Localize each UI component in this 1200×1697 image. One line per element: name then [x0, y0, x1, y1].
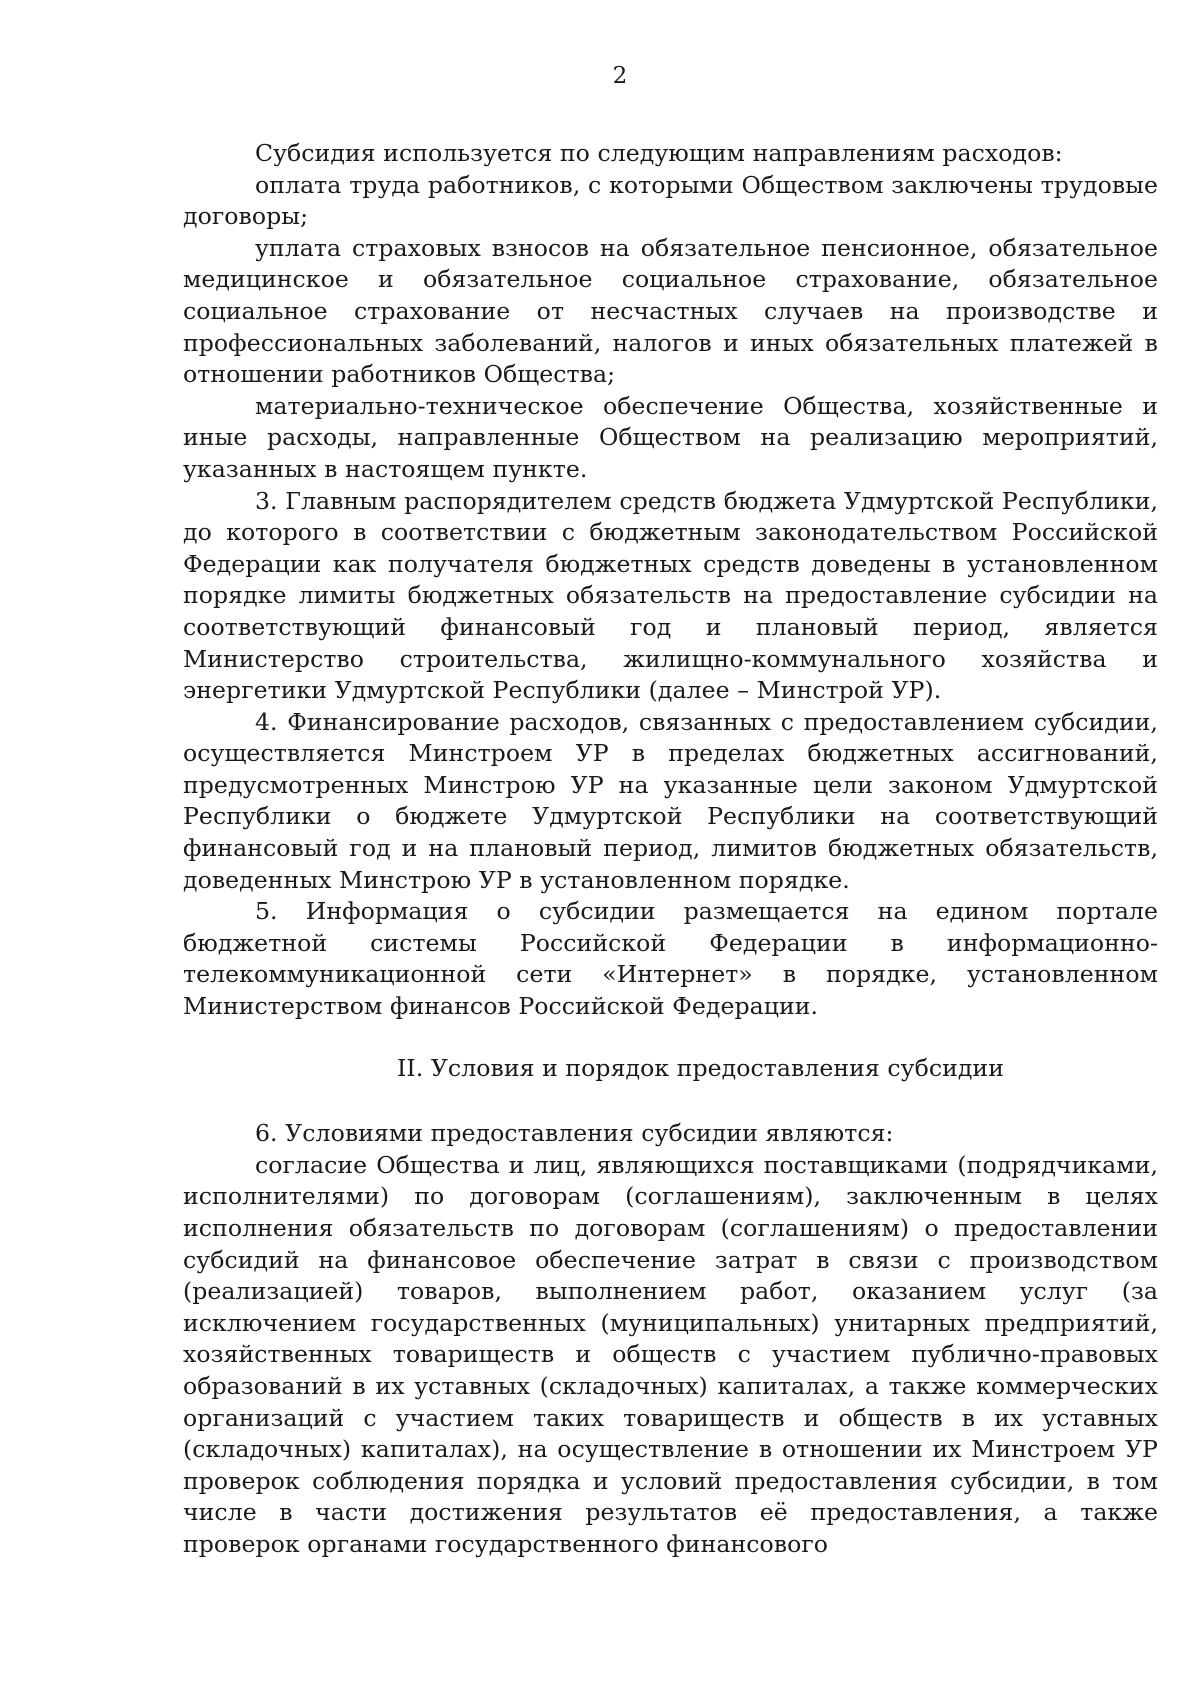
paragraph: 5. Информация о субсидии размещается на едином портале бюджетной системы Российской Федерации в информационно-телекоммуникационной сети «Интернет» в порядке, установленном Министерством финансов Российской Федерации. — [183, 897, 1158, 1021]
page-number: 2 — [612, 63, 628, 89]
document-body — [183, 138, 1158, 1561]
paragraph: согласие Общества и лиц, являющихся поставщиками (подрядчиками, исполнителями) по договорам (соглашениям), заключенным в целях исполнения обязательств по договорам (соглашениям) о предоставлении субсидий на финансовое обеспечение затрат в связи с производством (реализацией) товаров, выполнением работ, оказанием услуг (за исключением государственных (муниципальных) унитарных предприятий, хозяйственных товариществ и обществ с участием публично-правовых образований в их уставных (складочных) капиталах, а также коммерческих организаций с участием таких товариществ и обществ в их уставных (складочных) капиталах), на осуществление в отношении их Минстроем УР проверок соблюдения порядка и условий предоставления субсидии, в том числе в части достижения результатов её предоставления, а также проверок органами государственного финансового — [183, 1150, 1158, 1558]
paragraph: 4. Финансирование расходов, связанных с предоставлением субсидии, осуществляется Минстроем УР в пределах бюджетных ассигнований, предусмотренных Минстрою УР на указанные цели законом Удмуртской Республики о бюджете Удмуртской Республики на соответствующий финансовый год и на плановый период, лимитов бюджетных обязательств, доведенных Минстрою УР в установленном порядке. — [183, 707, 1158, 894]
paragraph: уплата страховых взносов на обязательное пенсионное, обязательное медицинское и обязательное социальное страхование, обязательное социальное страхование от несчастных случаев на производстве и профессиональных заболеваний, налогов и иных обязательных платежей в отношении работников Общества; — [183, 233, 1158, 389]
paragraph: оплата труда работников, с которыми Обществом заключены трудовые договоры; — [183, 170, 1158, 231]
paragraph: 6. Условиями предоставления субсидии являются: — [255, 1119, 894, 1148]
section-heading: II. Условия и порядок предоставления субсидии — [396, 1053, 1004, 1082]
paragraph: 3. Главным распорядителем средств бюджета Удмуртской Республики, до которого в соответствии с бюджетным законодательством Российской Федерации как получателя бюджетных средств доведены в установленном порядке лимиты бюджетных обязательств на предоставление субсидии на соответствующий финансовый год и плановый период, является Министерство строительства, жилищно-коммунального хозяйства и энергетики Удмуртской Республики (далее – Минстрой УР). — [183, 486, 1158, 705]
paragraph: Субсидия используется по следующим направлениям расходов: — [255, 139, 1063, 167]
paragraph: материально-техническое обеспечение Общества, хозяйственные и иные расходы, направленные Обществом на реализацию мероприятий, указанных в настоящем пункте. — [183, 391, 1158, 483]
